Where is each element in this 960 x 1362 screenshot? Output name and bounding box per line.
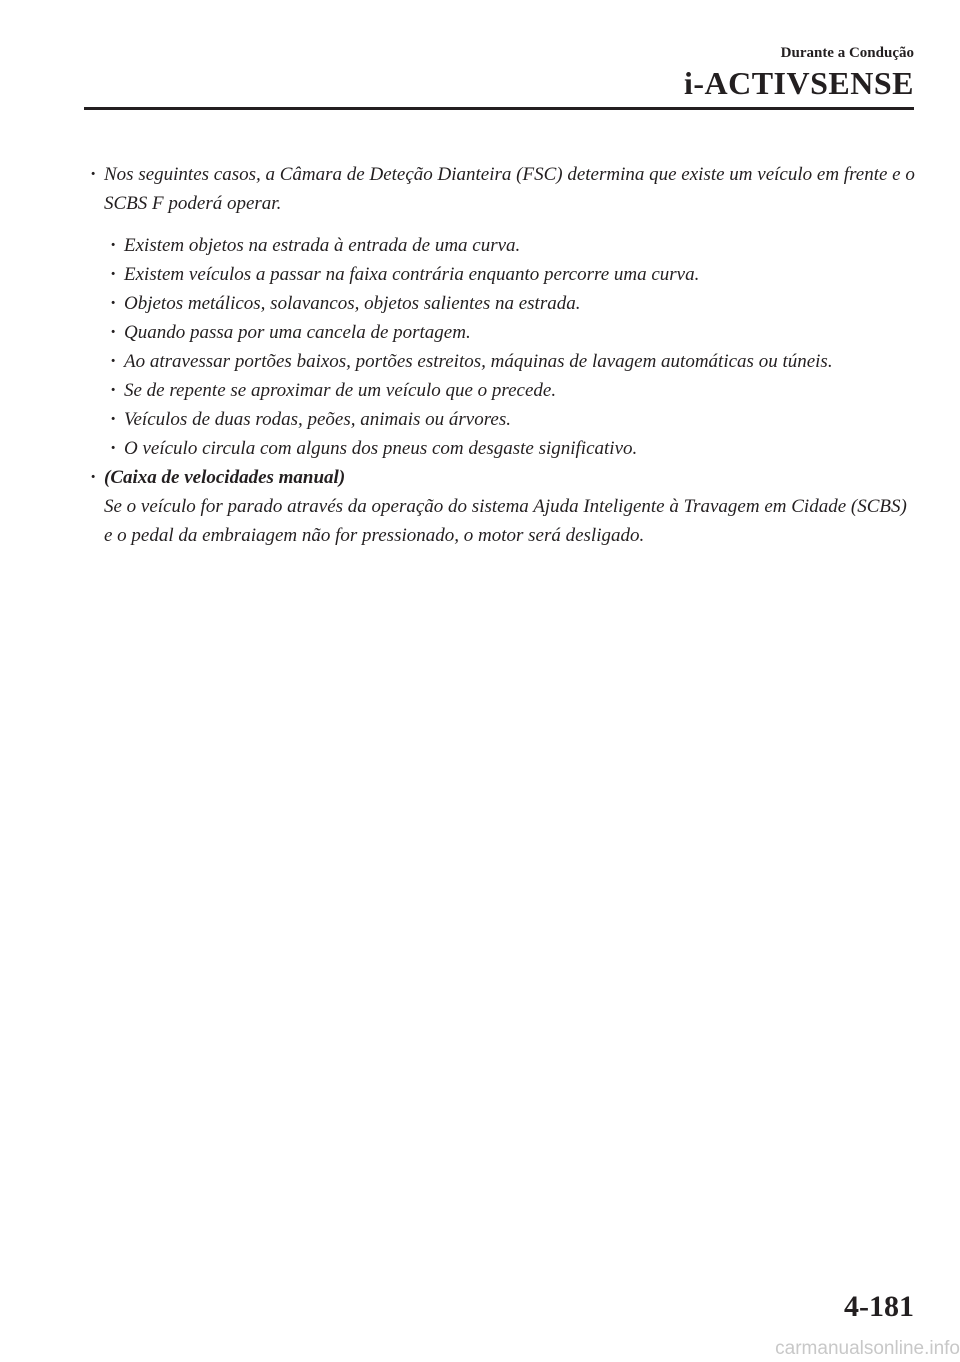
list-item: [108, 376, 918, 405]
list-item-text: Existem objetos na estrada à entrada de uma curva.: [124, 235, 521, 256]
list-item-text: Existem veículos a passar na faixa contrária enquanto percorre uma curva.: [124, 264, 700, 285]
list-item: [108, 347, 918, 376]
intro-text: Nos seguintes casos, a Câmara de Deteção Dianteira (FSC) determina que existe um veículo em frente e o SCBS F poderá operar.: [104, 164, 915, 214]
section-title: i-ACTIVSENSE: [683, 65, 914, 101]
list-item: [108, 405, 918, 434]
list-item-text: Se de repente se aproximar de um veículo que o precede.: [124, 380, 557, 401]
bullet-manual-transmission: [88, 463, 918, 550]
page-content: [88, 160, 918, 550]
list-item-text: Ao atravessar portões baixos, portões estreitos, máquinas de lavagem automáticas ou túneis.: [124, 351, 833, 372]
watermark-text: carmanualsonline.info: [775, 1338, 960, 1359]
page-number: 4-181: [844, 1290, 914, 1323]
page-header: [684, 44, 914, 102]
list-item: [108, 434, 918, 463]
list-item-text: Objetos metálicos, solavancos, objetos salientes na estrada.: [124, 293, 581, 314]
list-item-text: Veículos de duas rodas, peões, animais ou árvores.: [124, 409, 512, 430]
case-list: [88, 231, 918, 463]
manual-heading: · (Caixa de velocidades manual): [104, 467, 346, 488]
list-item-text: O veículo circula com alguns dos pneus com desgaste significativo.: [124, 438, 638, 459]
manual-text: Se o veículo for parado através da operação do sistema Ajuda Inteligente à Travagem em Cidade (SCBS) e o pedal da embraiagem não for pressionado, o motor será desligado.: [104, 496, 907, 546]
chapter-title: Durante a Condução: [780, 45, 914, 61]
list-item: [108, 289, 918, 318]
list-item: [108, 260, 918, 289]
list-item: [108, 231, 918, 260]
header-divider: [84, 107, 914, 110]
list-item-text: Quando passa por uma cancela de portagem.: [124, 322, 471, 343]
list-item: [108, 318, 918, 347]
bullet-fsc-intro: [88, 160, 918, 218]
